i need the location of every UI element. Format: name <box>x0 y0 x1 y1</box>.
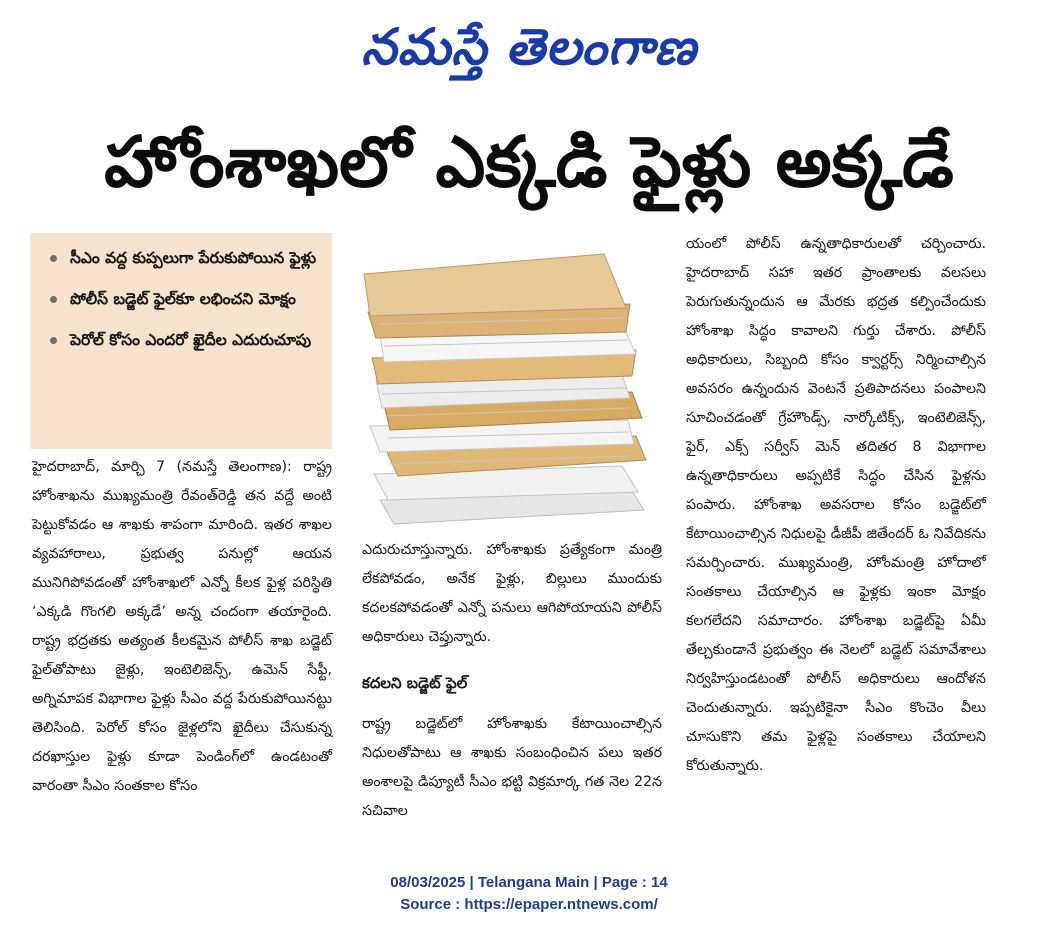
masthead-title: నమస్తే తెలంగాణ <box>361 18 697 76</box>
bullet-dot-icon <box>50 255 57 262</box>
highlight-text: పెరోల్ కోసం ఎందరో ఖైదీల ఎదురుచూపు <box>70 331 312 349</box>
highlight-text: పోలీస్ బడ్జెట్ ఫైల్‌కూ లభించని మోక్షం <box>70 290 296 308</box>
article-paragraph: ఎదురుచూస్తున్నారు. హోంశాఖకు ప్రత్యేకంగా మంత్రి లేకపోవడం, అనేక ఫైళ్లు, బిల్లులు ముందుకు కదలకపోవడంతో ఎన్నో పనులు ఆగిపోయాయని పోలీస్ అధికారులు చెప్తున్నారు. <box>362 542 662 645</box>
highlight-item <box>48 243 322 274</box>
article-paragraph: హైదరాబాద్, మార్చి 7 (నమస్తే తెలంగాణ): రాష్ట్ర హోంశాఖను ముఖ్యమంత్రి రేవంత్‌రెడ్డి తన వద్దే అంటి పెట్టుకోవడం ఆ శాఖకు శాపంగా మారింది. ఇతర శాఖల వ్యవహారాలు, ప్రభుత్వ పనుల్లో ఆయన మునిగిపోవడంతో హోంశాఖలో ఎన్నో కీలక ఫైళ్ల పరిస్థితి ‘ఎక్కడి గొంగలి అక్కడే’ అన్న చందంగా తయారైంది. రాష్ట్ర భద్రతకు అత్యంత కీలకమైన పోలీస్ శాఖ బడ్జెట్ ఫైల్‌తోపాటు జైళ్లు, ఇంటెలిజెన్స్, ఉమెన్ సేఫ్టీ, అగ్నిమాపక విభాగాల ఫైళ్లు సీఎం వద్ద పేరుకుపోయినట్టు తెలిసింది. పెరోల్ కోసం జైళ్లలోని ఖైదీలు చేసుకున్న దరఖాస్తుల ఫైళ్లు కూడా పెండింగ్‌లో ఉండటంతో వారంతా సీఎం సంతకాల కోసం <box>32 459 332 794</box>
stack-of-files-image <box>360 238 660 528</box>
article-column-2 <box>362 536 662 836</box>
headline: హోంశాఖలో ఎక్కడి ఫైళ్లు అక్కడే <box>104 121 954 203</box>
highlight-item <box>48 284 322 315</box>
article-paragraph: రాష్ట్ర బడ్జెట్‌లో హోంశాఖకు కేటాయించాల్సిన నిధులతోపాటు ఆ శాఖకు సంబంధించిన పలు ఇతర అంశాలపై డిప్యూటీ సీఎం భట్టి విక్రమార్క గత నెల 22న సచివాల <box>362 716 662 819</box>
highlight-item <box>48 325 322 356</box>
bullet-dot-icon <box>50 337 57 344</box>
footer <box>0 872 1058 916</box>
highlight-text: సీఎం వద్ద కుప్పలుగా పేరుకుపోయిన ఫైళ్లు <box>70 249 317 267</box>
section-subheading: కదలని బడ్జెట్ ఫైల్ <box>362 674 468 692</box>
footer-source: Source : https://epaper.ntnews.com/ <box>400 896 658 913</box>
article-column-1 <box>32 453 332 838</box>
article-paragraph: యంలో పోలీస్ ఉన్నతాధికారులతో చర్చించారు. హైదరాబాద్ సహా ఇతర ప్రాంతాలకు వలసలు పెరుగుతున్నందున ఆ మేరకు భద్రత కల్పించేందుకు హోంశాఖ సిద్ధం కావాలని గుర్తు చేశారు. పోలీస్ అధికారులు, సిబ్బంది కోసం క్వార్టర్స్ నిర్మించాల్సిన అవసరం ఉన్నందున వెంటనే ప్రతిపాదనలు పంపాలని సూచించడంతో గ్రేహౌండ్స్, నార్కోటిక్స్, ఇంటెలిజెన్స్, ఫైర్, ఎక్స్ సర్వీస్ మెన్ తదితర 8 విభాగాల ఉన్నతాధికారులు అప్పటికే సిద్ధం చేసిన ఫైళ్లను పంపారు. హోంశాఖ అవసరాల కోసం బడ్జెట్‌లో కేటాయించాల్సిన నిధులపై డీజీపీ జితేందర్ ఓ నివేదికను సమర్పించారు. ముఖ్యమంత్రి, హోంమంత్రి హోదాలో సంతకాలు చేయాల్సిన ఆ ఫైళ్లకు ఇంకా మోక్షం కలగలేదని సమాచారం. హోంశాఖ బడ్జెట్‌పై ఏమీ తేల్చకుండానే ప్రభుత్వం ఈ నెలలో బడ్జెట్ సమావేశాలు నిర్వహిస్తుండటంతో పోలీస్ అధికారులు ఆందోళన చెందుతున్నారు. ఇప్పటికైనా సీఎం కొంచెం వీలు చూసుకొని తమ ఫైళ్లపై సంతకాలు చేయాలని కోరుతున్నారు. <box>686 236 986 774</box>
footer-date-page: 08/03/2025 | Telangana Main | Page : 14 <box>390 874 668 891</box>
bullet-dot-icon <box>50 296 57 303</box>
highlights-box <box>30 233 332 449</box>
article-column-3 <box>686 230 986 845</box>
